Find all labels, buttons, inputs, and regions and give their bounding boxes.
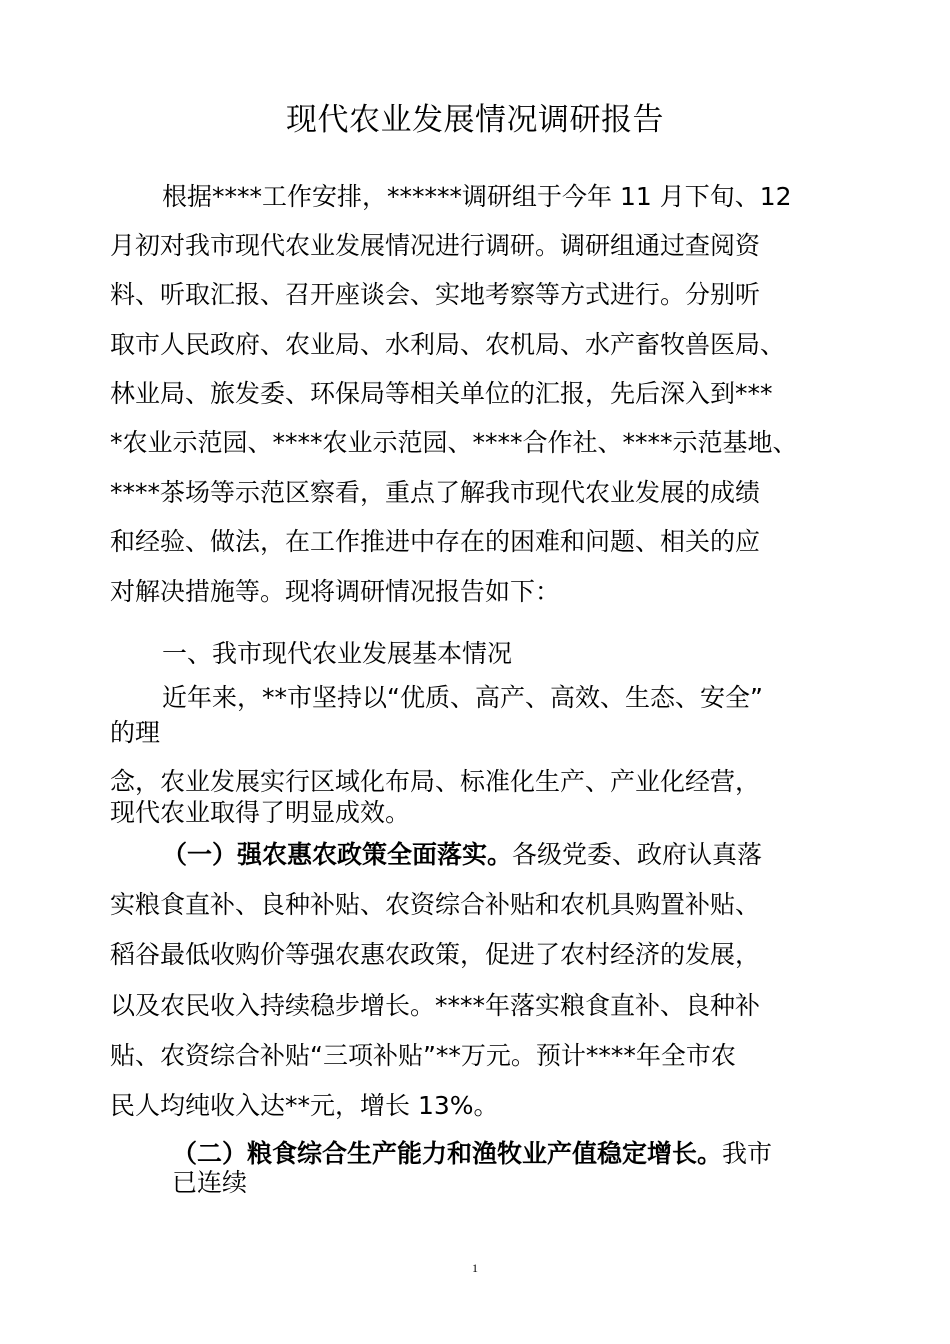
document-title: 现代农业发展情况调研报告	[286, 102, 664, 138]
paragraph-line: 稻谷最低收购价等强农惠农政策，促进了农村经济的发展，	[110, 940, 761, 969]
paragraph-line: 实粮食直补、良种补贴、农资综合补贴和农机具购置补贴、	[110, 890, 761, 919]
paragraph-line: 的理	[110, 718, 161, 747]
subsection-heading: （一）强农惠农政策全面落实。	[162, 840, 513, 869]
paragraph-line: 月初对我市现代农业发展情况进行调研。调研组通过查阅资	[110, 231, 761, 260]
paragraph-line: 念，农业发展实行区域化布局、标准化生产、产业化经营，	[110, 767, 761, 796]
paragraph-line: 近年来，**市坚持以“优质、高产、高效、生态、安全”	[162, 683, 763, 712]
paragraph-line: 民人均纯收入达**元，增长 13%。	[110, 1091, 499, 1120]
paragraph-line: 林业局、旅发委、环保局等相关单位的汇报，先后深入到***	[110, 379, 773, 408]
subsection-text: 各级党委、政府认真落	[512, 840, 763, 869]
paragraph-line: 根据****工作安排，******调研组于今年 11 月下旬、12	[162, 182, 792, 211]
page-number: 1	[472, 1261, 478, 1275]
paragraph-line: 和经验、做法，在工作推进中存在的困难和问题、相关的应	[110, 527, 761, 556]
subsection-text: 我市	[722, 1139, 773, 1168]
subsection-heading: （二）粮食综合生产能力和渔牧业产值稳定增长。	[172, 1139, 723, 1168]
paragraph-line: *农业示范园、****农业示范园、****合作社、****示范基地、	[110, 428, 798, 457]
paragraph-line: ****茶场等示范区察看，重点了解我市现代农业发展的成绩	[110, 478, 761, 507]
paragraph-line: 以及农民收入持续稳步增长。****年落实粮食直补、良种补	[110, 991, 761, 1020]
paragraph-line: 已连续	[172, 1168, 248, 1197]
paragraph-line: 料、听取汇报、召开座谈会、实地考察等方式进行。分别听	[110, 280, 761, 309]
paragraph-line: 现代农业取得了明显成效。	[110, 798, 411, 827]
paragraph-line: 对解决措施等。现将调研情况报告如下：	[110, 577, 561, 606]
section-heading: 一、我市现代农业发展基本情况	[162, 639, 513, 668]
paragraph-line: 贴、农资综合补贴“三项补贴”**万元。预计****年全市农	[110, 1041, 736, 1070]
paragraph-line: 取市人民政府、农业局、水利局、农机局、水产畜牧兽医局、	[110, 330, 786, 359]
subsection-first-line	[162, 838, 762, 872]
subsection-first-line	[172, 1137, 772, 1171]
